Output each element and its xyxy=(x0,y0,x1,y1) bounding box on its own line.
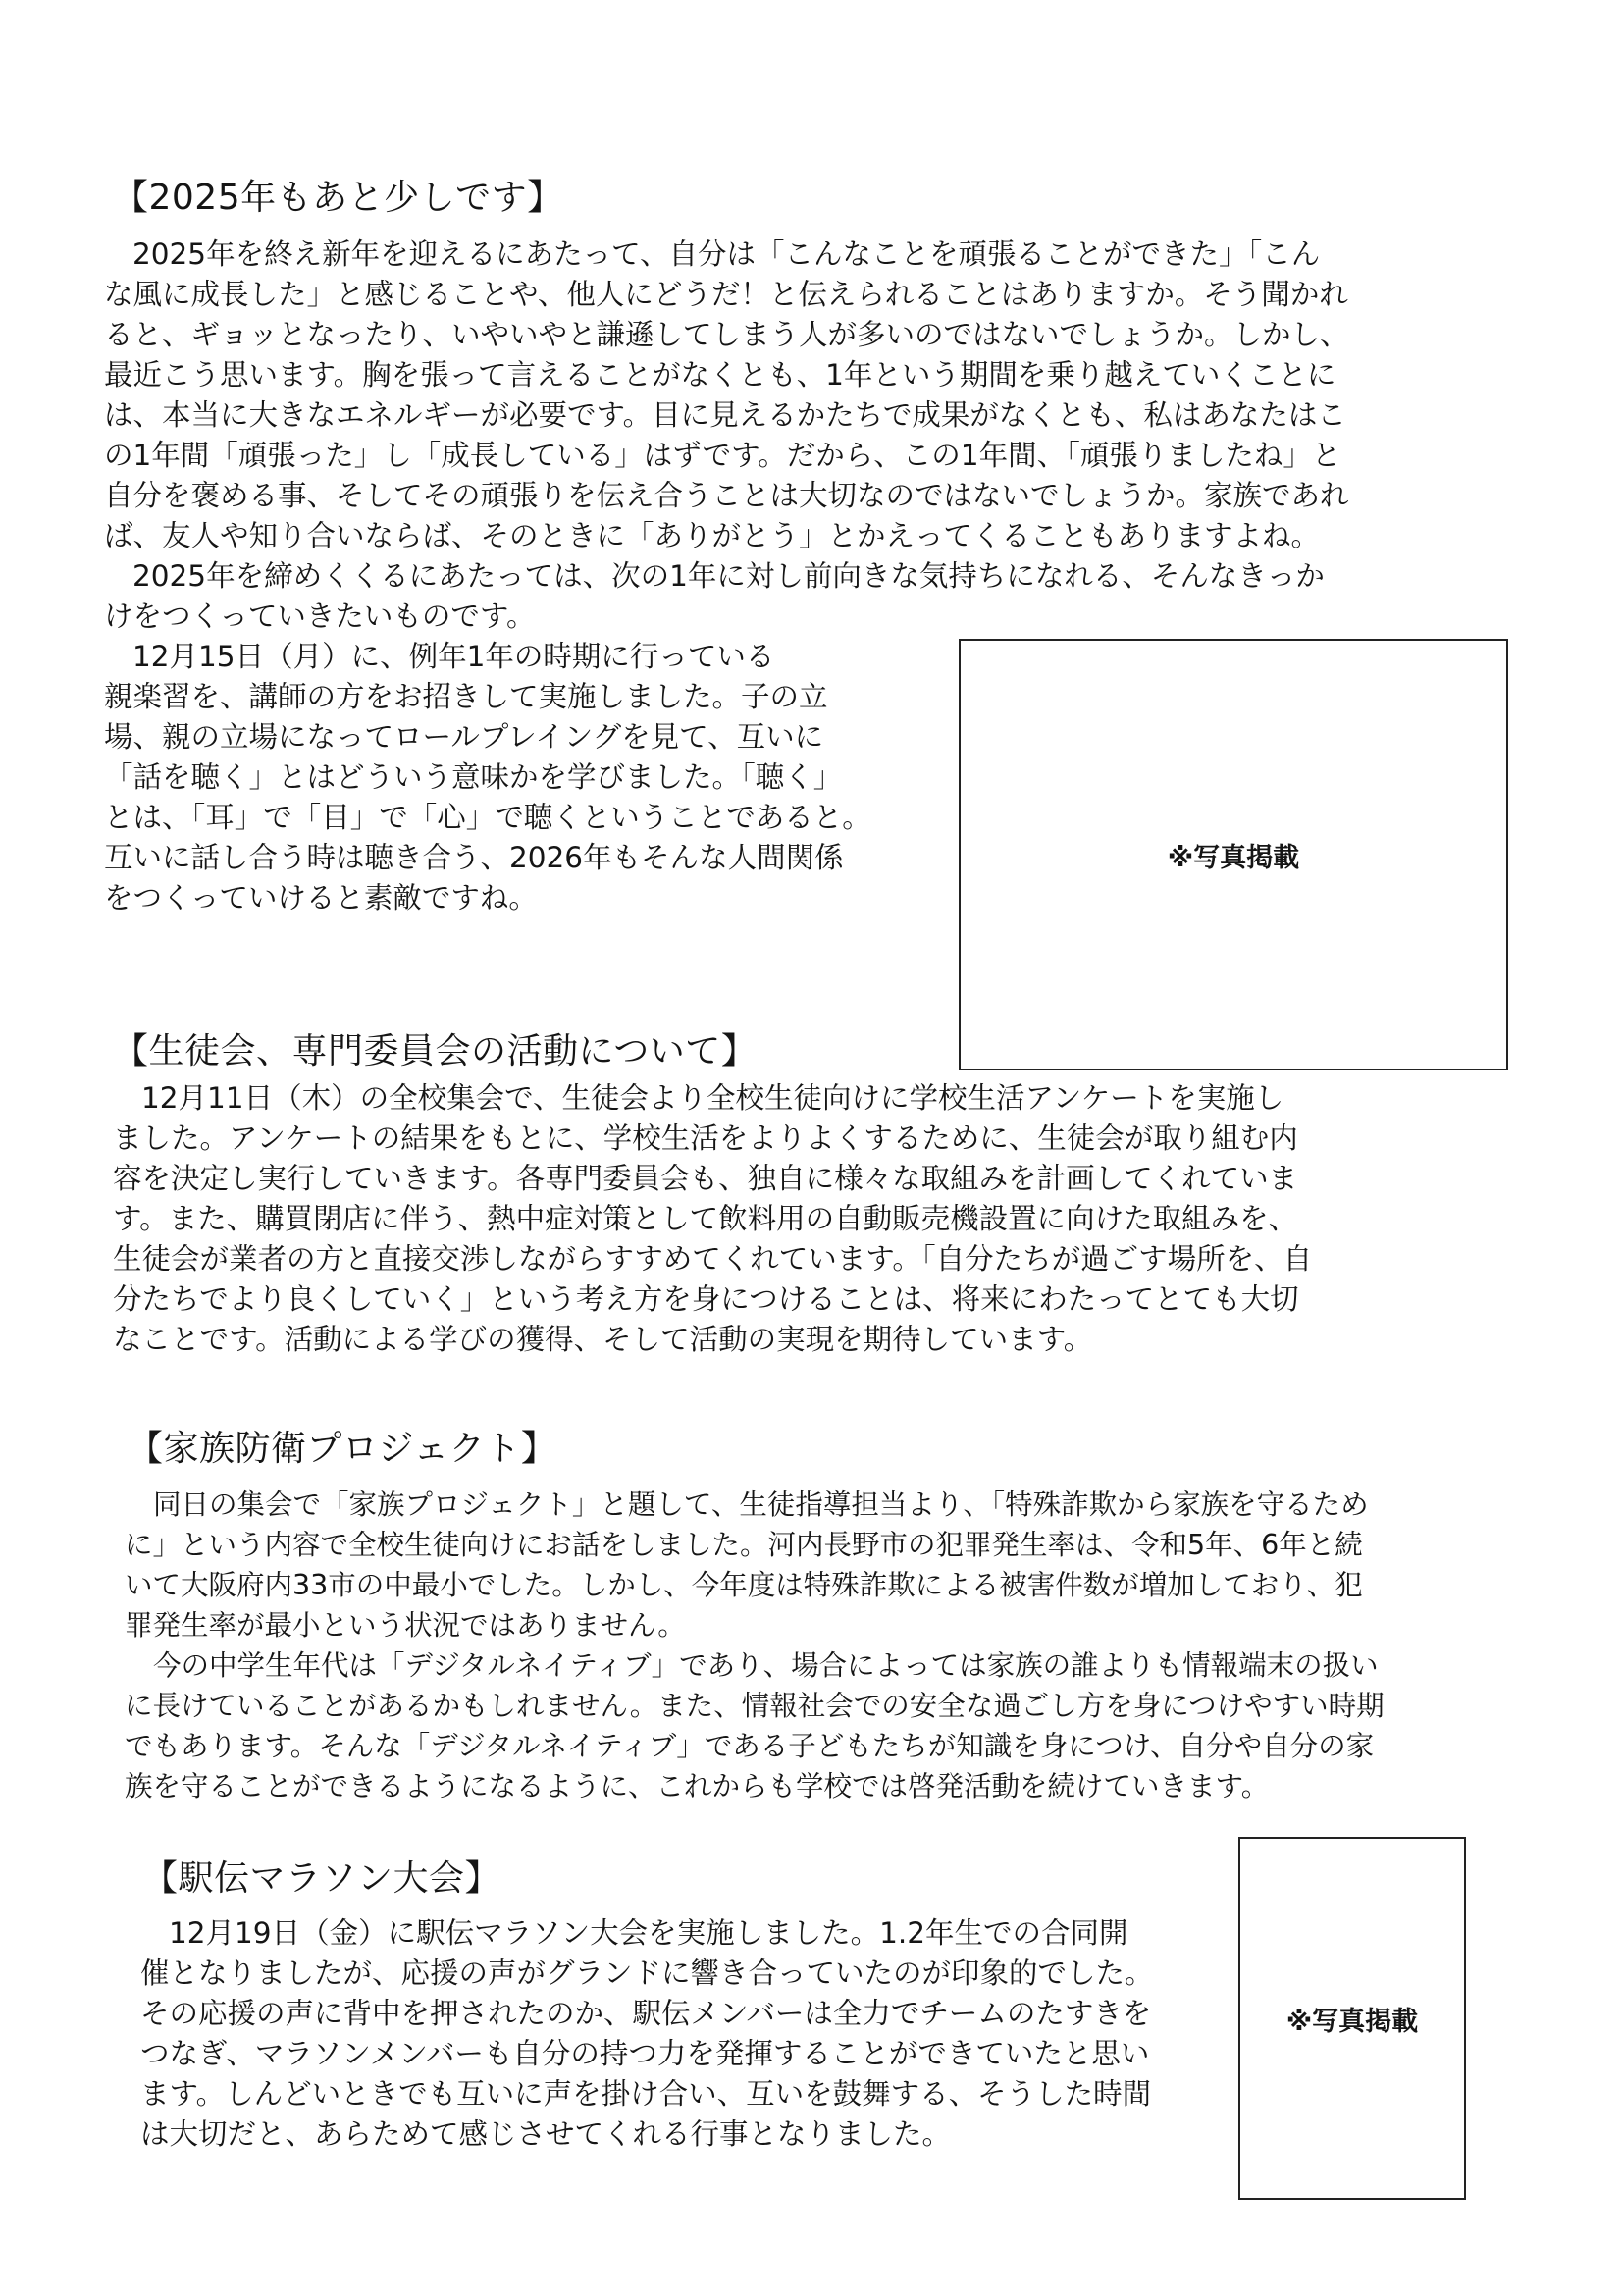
photo-placeholder-label: ※写真掲載 xyxy=(1285,2006,1419,2037)
text-line: な風に成長した」と感じることや、他人にどうだ！と伝えられることはありますか。そう聞かれ xyxy=(104,278,1348,311)
text-line: けをつくっていきたいものです。 xyxy=(104,600,536,633)
text-line: 2025年を終え新年を迎えるにあたって、自分は「こんなことを頑張ることができた」「こん xyxy=(132,237,1321,271)
text-line: でもあります。そんな「デジタルネイティブ」である子どもたちが知識を身につけ、自分や自分の家 xyxy=(125,1730,1375,1762)
text-line: 今の中学生年代は「デジタルネイティブ」であり、場合によっては家族の誰よりも情報端末の扱い xyxy=(153,1649,1379,1682)
paragraph-family-defense xyxy=(125,1485,1518,1806)
paragraph-relay-marathon xyxy=(140,1913,1234,2155)
text-line: す。また、購買閉店に伴う、熱中症対策として飲料用の自動販売機設置に向けた取組みを、 xyxy=(113,1202,1298,1235)
text-line: は、本当に大きなエネルギーが必要です。目に見えるかたちで成果がなくとも、私はあなたはこ xyxy=(104,398,1346,432)
text-line: 催となりましたが、応援の声がグランドに響き合っていたのが印象的でした。 xyxy=(140,1957,1154,1990)
photo-placeholder xyxy=(959,639,1508,1070)
text-line: 最近こう思います。胸を張って言えることがなくとも、1年という期間を乗り越えていくことに xyxy=(104,358,1336,391)
text-line: つなぎ、マラソンメンバーも自分の持つ力を発揮することができていたと思い xyxy=(140,2037,1150,2070)
text-line: ば、友人や知り合いならば、そのときに「ありがとう」とかえってくることもありますよね。 xyxy=(104,519,1321,552)
text-line: ると、ギョッとなったり、いやいやと謙遜してしまう人が多いのではないでしょうか。しかし、 xyxy=(104,318,1349,351)
text-line: なことです。活動による学びの獲得、そして活動の実現を期待しています。 xyxy=(113,1323,1093,1356)
text-line: 「話を聴く」とはどういう意味かを学びました。「聴く」 xyxy=(104,760,843,794)
text-line: とは、「耳」で「目」で「心」で聴くということであると。 xyxy=(104,801,871,834)
text-line: 12月19日（金）に駅伝マラソン大会を実施しました。1.2年生での合同開 xyxy=(169,1916,1128,1950)
section-heading-relay-marathon: 【駅伝マラソン大会】 xyxy=(142,1858,501,1899)
text-line: 生徒会が業者の方と直接交渉しながらすすめてくれています。「自分たちが過ごす場所を、自 xyxy=(113,1242,1313,1276)
text-line: は大切だと、あらためて感じさせてくれる行事となりました。 xyxy=(140,2117,952,2151)
section-heading-student-council: 【生徒会、専門委員会の活動について】 xyxy=(113,1031,758,1071)
text-line: いて大阪府内33市の中最小でした。しかし、今年度は特殊詐欺による被害件数が増加しており、犯 xyxy=(125,1569,1363,1601)
text-line: 自分を褒める事、そしてその頑張りを伝え合うことは大切なのではないでしょうか。家族であれ xyxy=(104,479,1349,512)
section-heading-year-end: 【2025年もあと少しです】 xyxy=(113,178,563,218)
text-line: 互いに話し合う時は聴き合う、2026年もそんな人間関係 xyxy=(104,841,844,874)
text-line: 親楽習を、講師の方をお招きして実施しました。子の立 xyxy=(104,680,828,713)
text-line: 12月11日（木）の全校集会で、生徒会より全校生徒向けに学校生活アンケートを実施し xyxy=(141,1081,1284,1115)
text-line: の1年間「頑張った」し「成長している」はずです。だから、この1年間、「頑張りましたね」と xyxy=(104,439,1341,472)
text-line: をつくっていけると素敵ですね。 xyxy=(104,881,538,914)
section-heading-family-defense: 【家族防衛プロジェクト】 xyxy=(128,1429,557,1469)
text-line: 12月15日（月）に、例年1年の時期に行っている xyxy=(132,640,775,673)
text-line: 2025年を締めくくるにあたっては、次の1年に対し前向きな気持ちになれる、そんなきっか xyxy=(132,559,1325,593)
text-line: 容を決定し実行していきます。各専門委員会も、独自に様々な取組みを計画してくれていま xyxy=(113,1162,1298,1195)
paragraph-student-council xyxy=(113,1078,1516,1360)
text-line: ます。しんどいときでも互いに声を掛け合い、互いを鼓舞する、そうした時間 xyxy=(140,2077,1152,2111)
text-line: に長けていることがあるかもしれません。また、情報社会での安全な過ごし方を身につけやすい時期 xyxy=(125,1690,1385,1722)
text-line: 分たちでより良くしていく」という考え方を身につけることは、将来にわたってとても大切 xyxy=(113,1282,1299,1316)
text-line: その応援の声に背中を押されたのか、駅伝メンバーは全力でチームのたすきを xyxy=(140,1997,1152,2030)
text-line: ました。アンケートの結果をもとに、学校生活をよりよくするために、生徒会が取り組む内 xyxy=(113,1122,1298,1155)
text-line: 罪発生率が最小という状況ではありません。 xyxy=(125,1609,686,1642)
text-line: に」という内容で全校生徒向けにお話をしました。河内長野市の犯罪発生率は、令和5年、6年と続 xyxy=(125,1529,1363,1561)
text-line: 同日の集会で「家族プロジェクト」と題して、生徒指導担当より、「特殊詐欺から家族を守るため xyxy=(153,1488,1369,1521)
photo-placeholder-label: ※写真掲載 xyxy=(1167,842,1300,873)
photo-placeholder xyxy=(1238,1837,1466,2200)
text-line: 族を守ることができるようになるように、これからも学校では啓発活動を続けていきます。 xyxy=(125,1770,1270,1802)
text-line: 場、親の立場になってロールプレイングを見て、互いに xyxy=(104,720,824,754)
